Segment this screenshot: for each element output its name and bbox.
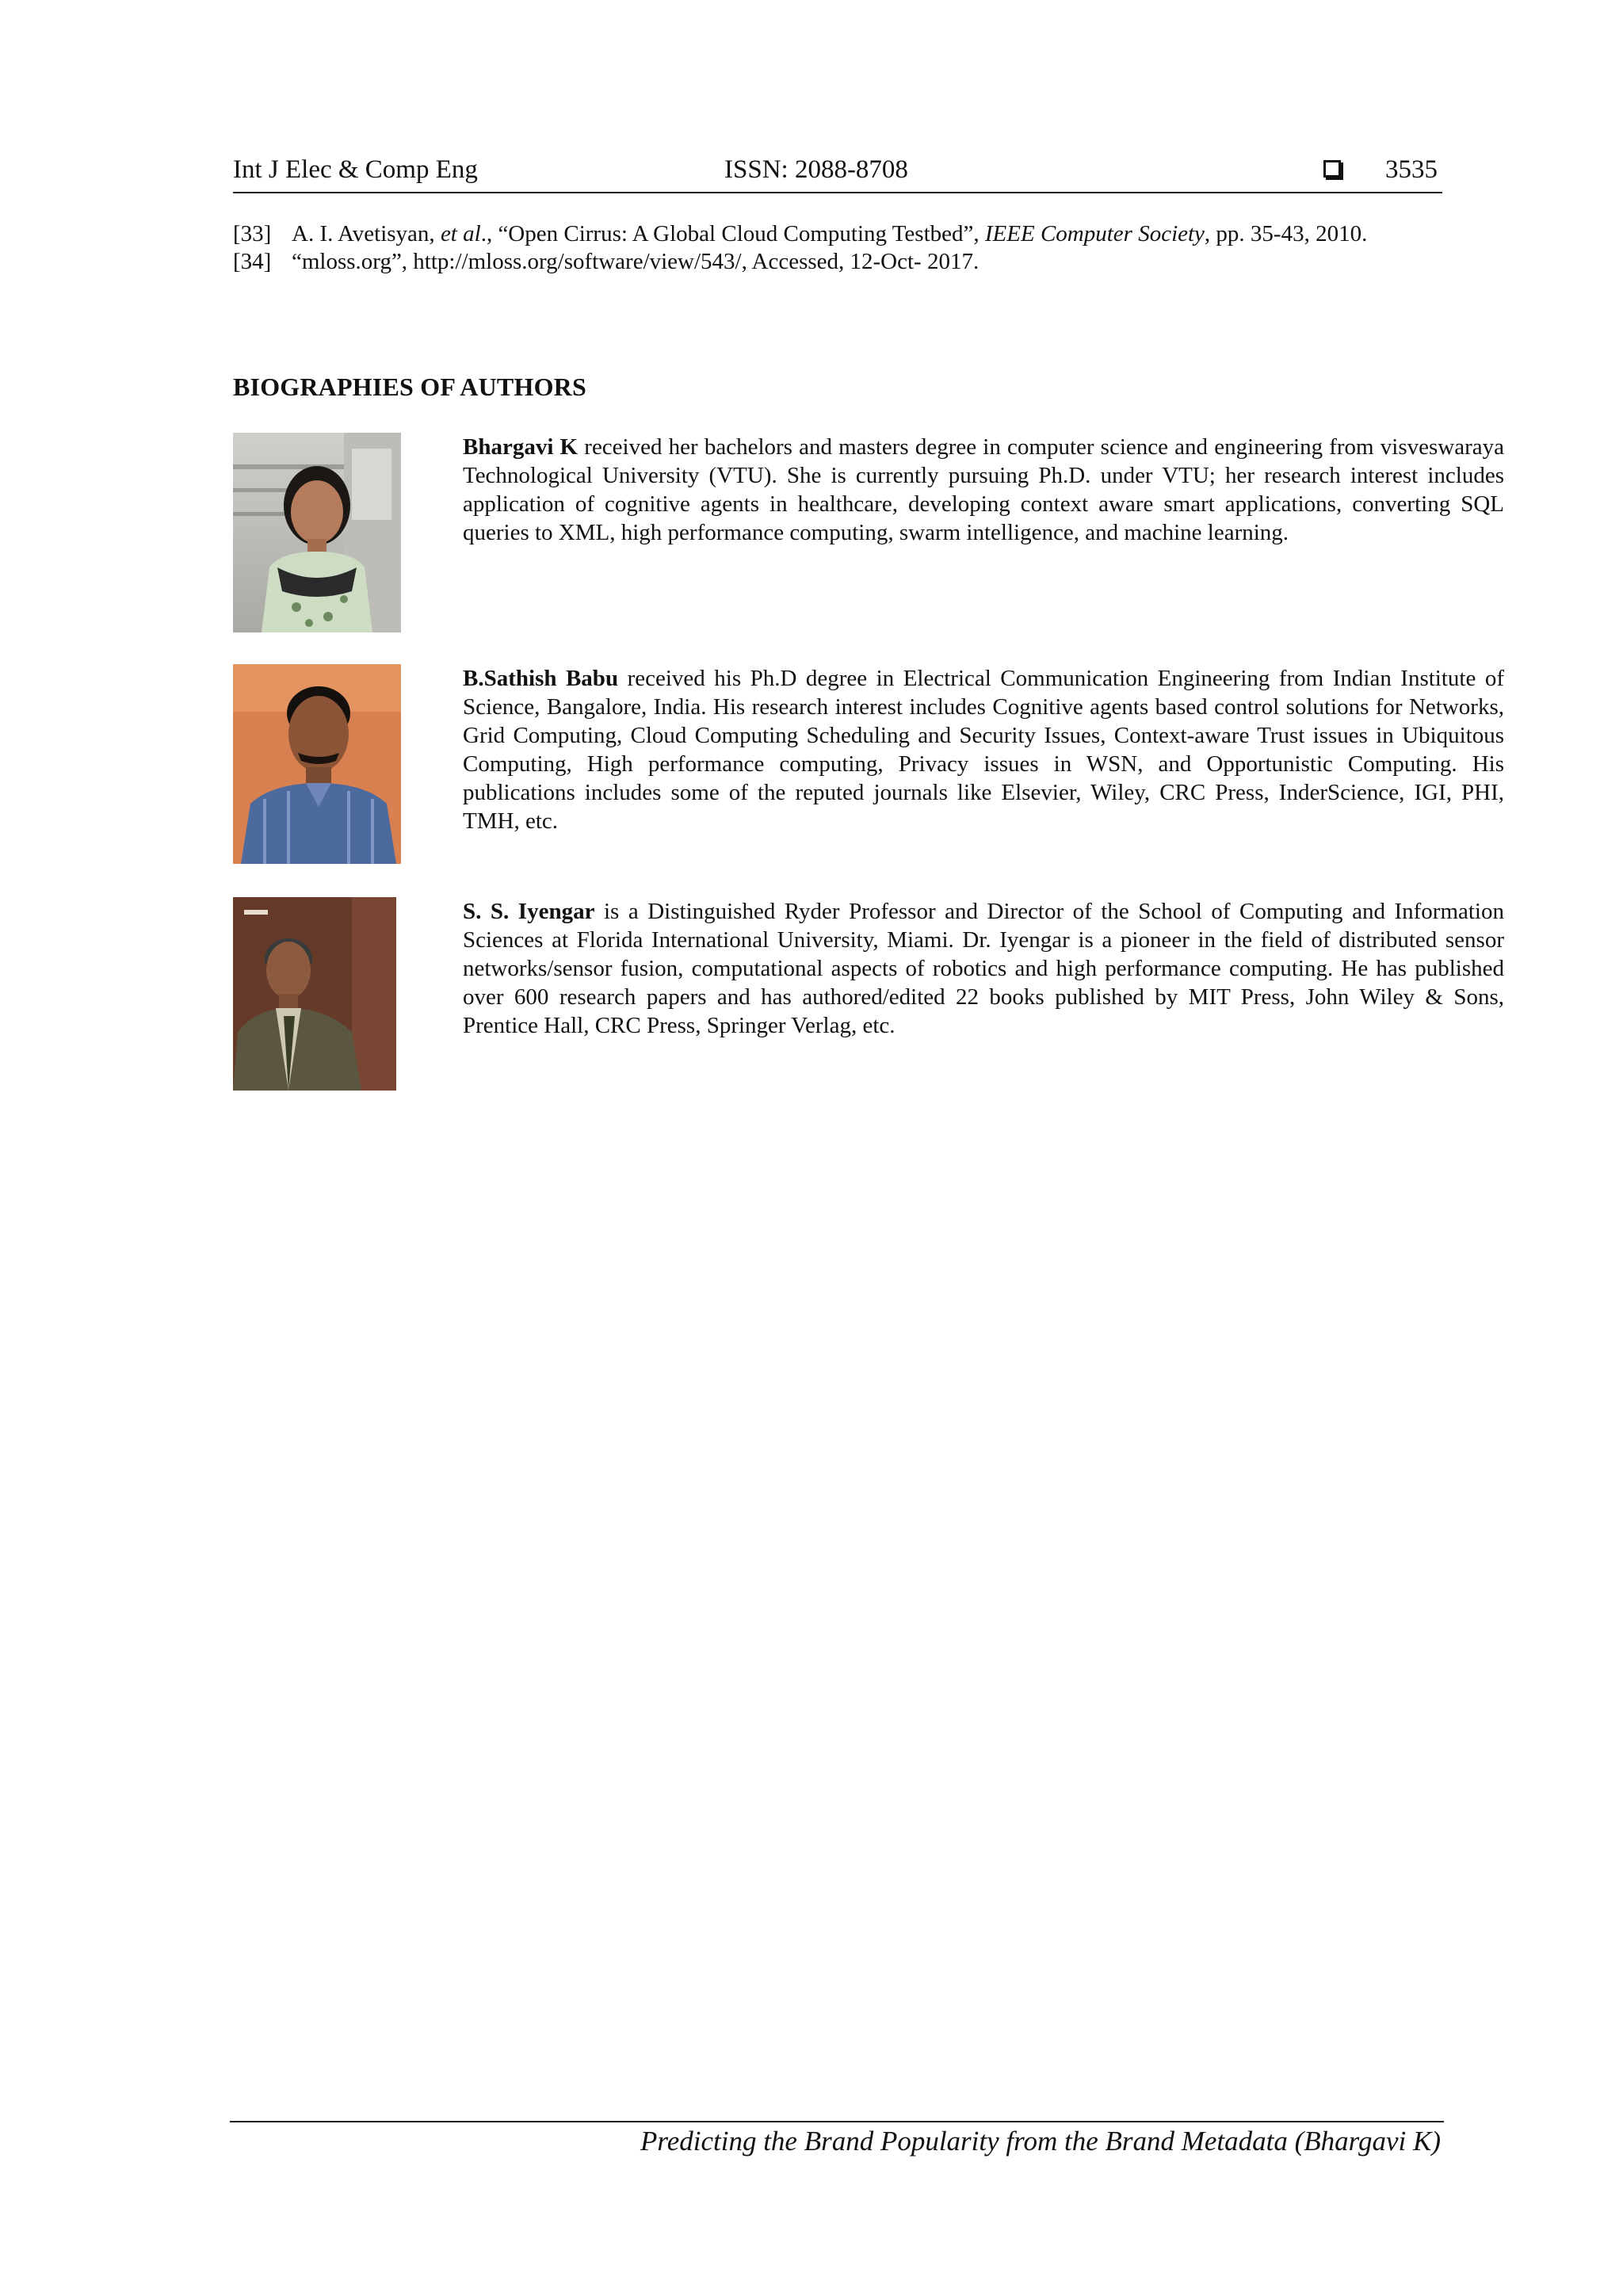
reference-venue: IEEE Computer Society — [984, 221, 1205, 246]
reference-item — [233, 220, 1442, 248]
reference-number: [34] — [233, 249, 272, 274]
page-number: 3535 — [1385, 155, 1438, 184]
issn: ISSN: 2088-8708 — [724, 155, 908, 184]
author-photo — [233, 664, 401, 864]
reference-rest: , pp. 35-43, 2010. — [1204, 221, 1368, 246]
biography-body: is a Distinguished Ryder Professor and Director of the School of Computing and Information Sciences at Florida International University, Miami. Dr. Iyengar is a pioneer in the field of distributed sensor networks/sensor fusion, computational aspects of robotics and high performance computing. He has published over 600 research papers and has authored/edited 22 books published by MIT Press, John Wiley & Sons, Prentice Hall, CRC Press, Springer Verlag, etc. — [463, 899, 1504, 1038]
biography-text — [463, 433, 1504, 547]
reference-text: “mloss.org”, http://mloss.org/software/view/543/, Accessed, 12-Oct- 2017. — [292, 249, 980, 274]
page-header — [233, 155, 1442, 193]
author-photo — [233, 433, 401, 632]
reference-list — [233, 220, 1442, 276]
biography-body: received his Ph.D degree in Electrical Communication Engineering from Indian Institute of Science, Bangalore, India. His research interest includes Cognitive agents based control solutions for Networks, Grid Computing, Cloud Computing Scheduling and Security Issues, Context-aware Trust issues in Ubiquitous Computing, High performance computing, Privacy issues in WSN, and Opportunistic Computing. His publications includes some of the reputed journals like Elsevier, Wiley, CRC Press, InderScience, IGI, PHI, TMH, etc. — [463, 666, 1505, 834]
section-heading: BIOGRAPHIES OF AUTHORS — [233, 372, 586, 401]
reference-item — [233, 248, 1442, 276]
reference-title: ., “Open Cirrus: A Global Cloud Computing Testbed”, — [480, 221, 985, 246]
reference-etal: et al — [440, 221, 481, 246]
biography-text — [463, 897, 1504, 1040]
biography-text — [463, 664, 1504, 835]
footer-rule — [230, 2121, 1444, 2122]
author-name: B.Sathish Babu — [463, 666, 619, 691]
author-photo-image — [233, 897, 396, 1091]
author-photo — [233, 897, 396, 1091]
reference-authors: A. I. Avetisyan, — [292, 221, 441, 246]
biography-body: received her bachelors and masters degree in computer science and engineering from visveswaraya Technological University (VTU). She is currently pursuing Ph.D. under VTU; her research interest includes application of cognitive agents in healthcare, developing context aware smart applications, converting SQL queries to XML, high performance computing, swarm intelligence, and machine learning. — [463, 434, 1504, 545]
page-footer: Predicting the Brand Popularity from the Brand Metadata (Bhargavi K) — [640, 2126, 1441, 2157]
author-photo-image — [233, 433, 401, 632]
author-name: S. S. Iyengar — [463, 899, 595, 924]
square-box-icon — [1323, 160, 1341, 178]
journal-name: Int J Elec & Comp Eng — [233, 155, 478, 184]
reference-number: [33] — [233, 221, 272, 246]
author-name: Bhargavi K — [463, 434, 579, 460]
author-photo-image — [233, 664, 401, 864]
